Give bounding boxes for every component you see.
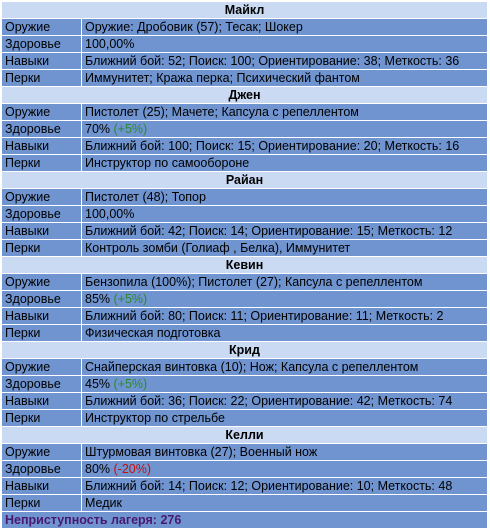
perks-row — [2, 410, 488, 427]
health-label: Здоровье — [2, 36, 82, 53]
skills-value: Ближний бой: 42; Поиск: 14; Ориентирование: 15; Меткость: 12 — [82, 223, 488, 240]
character-header-row — [2, 427, 488, 444]
weapons-value: Штурмовая винтовка (27); Военный нож — [82, 444, 488, 461]
weapons-label: Оружие — [2, 444, 82, 461]
skills-value: Ближний бой: 52; Поиск: 100; Ориентирование: 38; Меткость: 36 — [82, 53, 488, 70]
weapons-row — [2, 274, 488, 291]
skills-label: Навыки — [2, 53, 82, 70]
health-label: Здоровье — [2, 376, 82, 393]
health-value-text: 100,00% — [85, 37, 135, 51]
perks-label: Перки — [2, 155, 82, 172]
character-header-row — [2, 172, 488, 189]
skills-row — [2, 223, 488, 240]
skills-row — [2, 393, 488, 410]
character-name: Райан — [2, 172, 488, 189]
perks-value: Физическая подготовка — [82, 325, 488, 342]
skills-row — [2, 53, 488, 70]
weapons-label: Оружие — [2, 359, 82, 376]
perks-label: Перки — [2, 240, 82, 257]
skills-row — [2, 138, 488, 155]
skills-label: Навыки — [2, 223, 82, 240]
health-delta: (-20%) — [113, 462, 152, 476]
health-value-text: 70% — [85, 122, 111, 136]
weapons-value: Пистолет (48); Топор — [82, 189, 488, 206]
health-delta: (+5%) — [113, 292, 148, 306]
skills-label: Навыки — [2, 138, 82, 155]
character-stats-table — [1, 1, 488, 529]
camp-defense-row — [2, 512, 488, 529]
health-value — [82, 461, 488, 478]
health-label: Здоровье — [2, 206, 82, 223]
character-header-row — [2, 2, 488, 19]
health-value — [82, 121, 488, 138]
character-header-row — [2, 87, 488, 104]
health-row — [2, 121, 488, 138]
health-row — [2, 36, 488, 53]
weapons-row — [2, 444, 488, 461]
weapons-label: Оружие — [2, 19, 82, 36]
skills-row — [2, 478, 488, 495]
weapons-value: Снайперская винтовка (10); Нож; Капсула с репеллентом — [82, 359, 488, 376]
perks-row — [2, 155, 488, 172]
character-name: Кевин — [2, 257, 488, 274]
health-label: Здоровье — [2, 291, 82, 308]
skills-value: Ближний бой: 14; Поиск: 12; Ориентирование: 10; Меткость: 48 — [82, 478, 488, 495]
skills-label: Навыки — [2, 393, 82, 410]
health-value-text: 80% — [85, 462, 111, 476]
health-value-text: 45% — [85, 377, 111, 391]
health-value — [82, 206, 488, 223]
perks-label: Перки — [2, 495, 82, 512]
character-name: Келли — [2, 427, 488, 444]
health-delta: (+5%) — [113, 122, 148, 136]
health-value — [82, 376, 488, 393]
health-value-text: 85% — [85, 292, 111, 306]
weapons-value: Оружие: Дробовик (57); Тесак; Шокер — [82, 19, 488, 36]
skills-value: Ближний бой: 36; Поиск: 22; Ориентирование: 42; Меткость: 74 — [82, 393, 488, 410]
table-body — [2, 2, 488, 529]
health-row — [2, 291, 488, 308]
skills-label: Навыки — [2, 478, 82, 495]
perks-row — [2, 325, 488, 342]
weapons-label: Оружие — [2, 274, 82, 291]
weapons-row — [2, 104, 488, 121]
skills-value: Ближний бой: 80; Поиск: 11; Ориентирование: 11; Меткость: 2 — [82, 308, 488, 325]
perks-value: Инструктор по самообороне — [82, 155, 488, 172]
health-value — [82, 36, 488, 53]
character-name: Майкл — [2, 2, 488, 19]
health-value — [82, 291, 488, 308]
health-row — [2, 376, 488, 393]
perks-value: Инструктор по стрельбе — [82, 410, 488, 427]
perks-value: Контроль зомби (Голиаф , Белка), Иммунитет — [82, 240, 488, 257]
weapons-row — [2, 19, 488, 36]
character-header-row — [2, 257, 488, 274]
weapons-value: Пистолет (25); Мачете; Капсула с репеллентом — [82, 104, 488, 121]
weapons-label: Оружие — [2, 104, 82, 121]
perks-value: Медик — [82, 495, 488, 512]
perks-row — [2, 240, 488, 257]
health-row — [2, 461, 488, 478]
skills-value: Ближний бой: 100; Поиск: 15; Ориентирование: 20; Меткость: 16 — [82, 138, 488, 155]
character-header-row — [2, 342, 488, 359]
character-name: Джен — [2, 87, 488, 104]
health-row — [2, 206, 488, 223]
health-value-text: 100,00% — [85, 207, 135, 221]
health-delta: (+5%) — [113, 377, 148, 391]
perks-value: Иммунитет; Кража перка; Психический фантом — [82, 70, 488, 87]
health-label: Здоровье — [2, 461, 82, 478]
skills-label: Навыки — [2, 308, 82, 325]
health-label: Здоровье — [2, 121, 82, 138]
character-name: Крид — [2, 342, 488, 359]
weapons-value: Бензопила (100%); Пистолет (27); Капсула с репеллентом — [82, 274, 488, 291]
perks-label: Перки — [2, 410, 82, 427]
perks-row — [2, 495, 488, 512]
perks-label: Перки — [2, 325, 82, 342]
skills-row — [2, 308, 488, 325]
weapons-row — [2, 189, 488, 206]
camp-defense-text: Неприступность лагеря: 276 — [2, 512, 488, 529]
weapons-row — [2, 359, 488, 376]
perks-row — [2, 70, 488, 87]
perks-label: Перки — [2, 70, 82, 87]
weapons-label: Оружие — [2, 189, 82, 206]
